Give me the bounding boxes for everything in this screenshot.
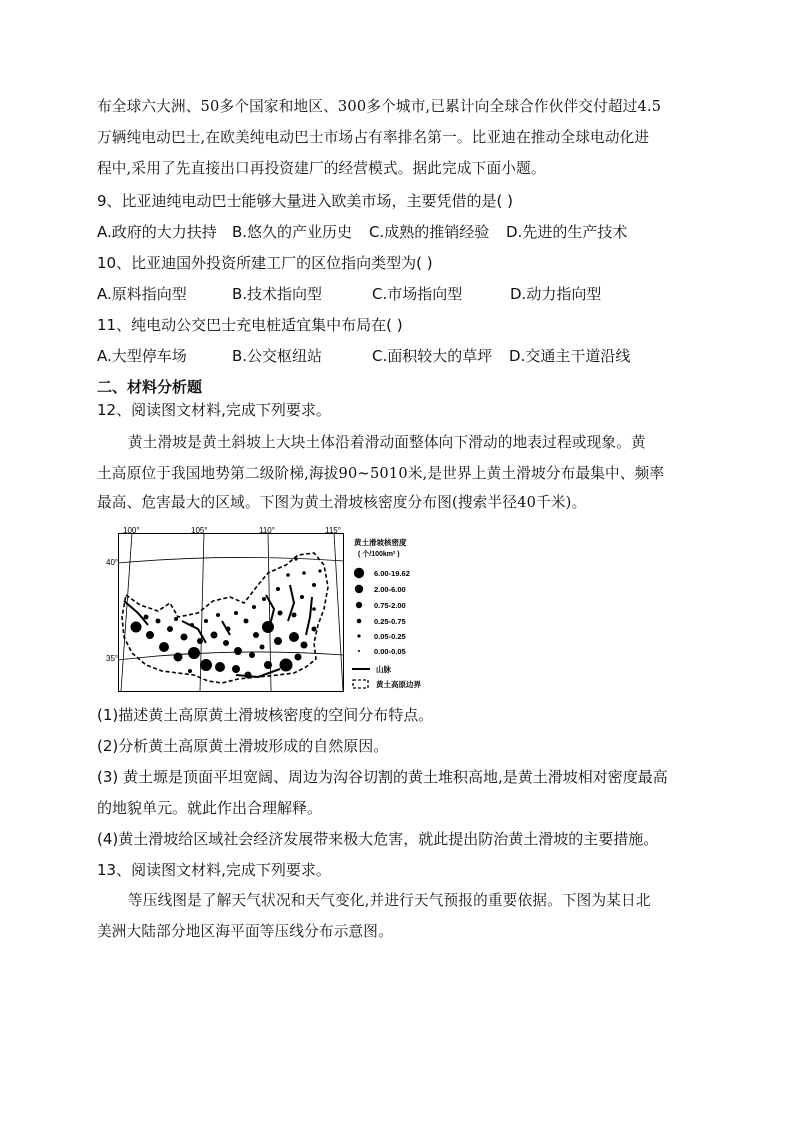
legend-item-2: 2.00-6.00 (374, 585, 406, 594)
question-12-stem: 12、阅读图文材料,完成下列要求。 (97, 401, 331, 419)
q9-option-d: D.先进的生产技术 (506, 223, 628, 241)
q11-option-a: A.大型停车场 (97, 347, 187, 365)
intro-line-1: 布全球六大洲、50多个国家和地区、300多个城市,已累计向全球合作伙伴交付超过4.5 (97, 98, 662, 115)
lon-label-105: 105° (191, 526, 208, 535)
q12-sub-3-line-1: (3) 黄土塬是顶面平坦宽阔、周边为沟谷切割的黄土堆积高地,是黄土滑坡相对密度最高 (97, 768, 668, 786)
landslide-density-map (106, 525, 454, 695)
question-10-options (97, 284, 601, 304)
q13-material-line-2: 美洲大陆部分地区海平面等压线分布示意图。 (97, 923, 393, 940)
intro-line-2: 万辆纯电动巴士,在欧美纯电动巴士市场占有率排名第一。比亚迪在推动全球电动化进 (97, 129, 650, 146)
map-legend (352, 537, 421, 689)
lon-label-115: 115° (325, 526, 341, 535)
legend-mountain: 山脉 (376, 665, 391, 674)
legend-item-5: 0.05-0.25 (374, 632, 406, 641)
q9-option-a: A.政府的大力扶持 (97, 223, 217, 241)
question-9-options (97, 222, 627, 242)
legend-item-6: 0.00-0.05 (374, 647, 406, 656)
q12-sub-1: (1)描述黄土高原黄土滑坡核密度的空间分布特点。 (97, 706, 434, 724)
q12-material-line-3: 最高、危害最大的区域。下图为黄土滑坡核密度分布图(搜索半径40千米)。 (97, 494, 587, 511)
q11-option-d: D.交通主干道沿线 (509, 347, 631, 365)
lat-label-35: 35° (106, 654, 119, 663)
question-11-stem: 11、纯电动公交巴士充电桩适宜集中布局在( ) (97, 316, 403, 334)
plateau-boundary (122, 553, 328, 683)
q12-sub-2: (2)分析黄土高原黄土滑坡形成的自然原因。 (97, 737, 389, 755)
q12-material-line-1: 黄土滑坡是黄土斜坡上大块土体沿着滑动面整体向下滑动的地表过程或现象。黄 (128, 434, 646, 451)
q10-option-d: D.动力指向型 (510, 285, 602, 303)
q12-material-line-2: 土高原位于我国地势第二级阶梯,海拔90~5010米,是世界上黄土滑坡分布最集中、频率 (97, 465, 665, 482)
q11-option-c: C.面积较大的草坪 (372, 347, 493, 365)
legend-unit: ( 个/100km² ) (358, 551, 400, 558)
legend-title: 黄土滑坡核密度 (354, 538, 407, 547)
q9-option-b: B.悠久的产业历史 (232, 223, 353, 241)
q10-option-b: B.技术指向型 (232, 285, 323, 303)
lat-label-40: 40° (106, 558, 119, 567)
map-svg (106, 525, 454, 695)
lon-label-100: 100° (123, 526, 140, 535)
legend-item-4: 0.25-0.75 (374, 617, 406, 626)
q10-option-a: A.原料指向型 (97, 285, 187, 303)
section-2-title: 二、材料分析题 (97, 378, 203, 396)
question-9-stem: 9、比亚迪纯电动巴士能够大量进入欧美市场，主要凭借的是( ) (97, 192, 514, 210)
q13-material-line-1: 等压线图是了解天气状况和天气变化,并进行天气预报的重要依据。下图为某日北 (128, 892, 651, 909)
question-13-stem: 13、阅读图文材料,完成下列要求。 (97, 861, 331, 879)
legend-item-3: 0.75-2.00 (374, 601, 406, 610)
intro-line-3: 程中,采用了先直接出口再投资建厂的经营模式。据此完成下面小题。 (97, 160, 546, 177)
q10-option-c: C.市场指向型 (372, 285, 463, 303)
question-10-stem: 10、比亚迪国外投资所建工厂的区位指向类型为( ) (97, 254, 433, 272)
q11-option-b: B.公交枢纽站 (232, 347, 323, 365)
q9-option-c: C.成熟的推销经验 (369, 223, 490, 241)
q12-sub-3-line-2: 的地貌单元。就此作出合理解释。 (97, 799, 323, 817)
q12-sub-4: (4)黄土滑坡给区域社会经济发展带来极大危害，就此提出防治黄土滑坡的主要措施。 (97, 830, 659, 848)
question-11-options (97, 346, 630, 366)
density-dots (131, 557, 322, 678)
legend-item-1: 6.00-19.62 (374, 569, 410, 578)
lon-label-110: 110° (259, 526, 275, 535)
legend-boundary: 黄土高原边界 (376, 680, 421, 689)
